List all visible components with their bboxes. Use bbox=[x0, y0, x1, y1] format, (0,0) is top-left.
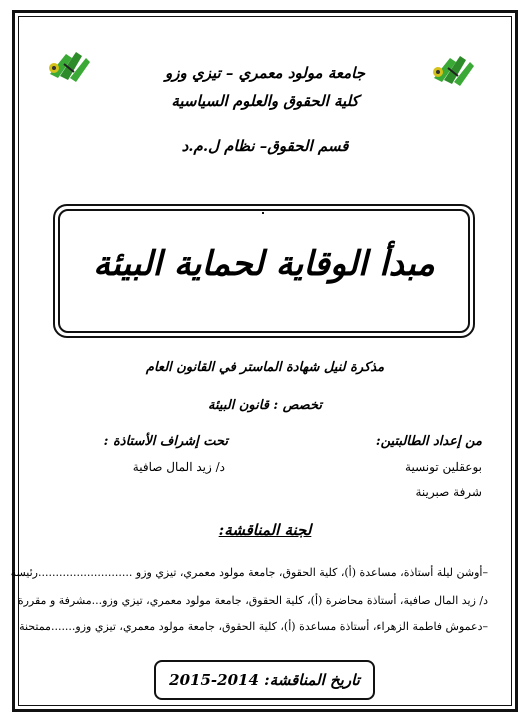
student-name: شرفة صبرينة bbox=[415, 485, 482, 499]
student-name: بوعقلين تونسية bbox=[405, 460, 482, 474]
prepared-by-label: من إعداد الطالبتين: bbox=[375, 434, 482, 449]
supervision-label: تحت إشراف الأستاذة : bbox=[103, 434, 228, 449]
defense-date: تاريخ المناقشة: 2014-2015 bbox=[154, 660, 375, 700]
committee-member: –دعموش فاطمة الزهراء، أستاذة مساعدة (أ)، كلية الحقوق، جامعة مولود معمري، تيزي وزو.......ممتحنة bbox=[19, 620, 488, 633]
university-name: جامعة مولود معمري – تيزي وزو bbox=[165, 64, 365, 82]
faculty-name: كلية الحقوق والعلوم السياسية bbox=[171, 92, 359, 110]
committee-member: –أوشن ليلة أستاذة، مساعدة (أ)، كلية الحقوق، جامعة مولود معمري، تيزي وزو ...........................رئيسة bbox=[10, 566, 488, 579]
department-name: قسم الحقوق– نظام ل.م.د bbox=[181, 137, 349, 155]
supervisor-name: د/ زيد المال صافية bbox=[132, 460, 225, 474]
committee-member: د/ زيد المال صافية، أستاذة محاضرة (أ)، كلية الحقوق، جامعة مولود معمري، تيزي وزو...مشرفة و مقررة bbox=[17, 594, 488, 607]
committee-heading: لجنة المناقشة: bbox=[218, 521, 312, 539]
degree-subtitle: مذكرة لنيل شهادة الماستر في القانون العام bbox=[145, 360, 385, 375]
specialty-label: تخصص : قانون البيئة bbox=[208, 398, 322, 413]
thesis-title: مبدأ الوقاية لحماية البيئة bbox=[93, 244, 435, 284]
